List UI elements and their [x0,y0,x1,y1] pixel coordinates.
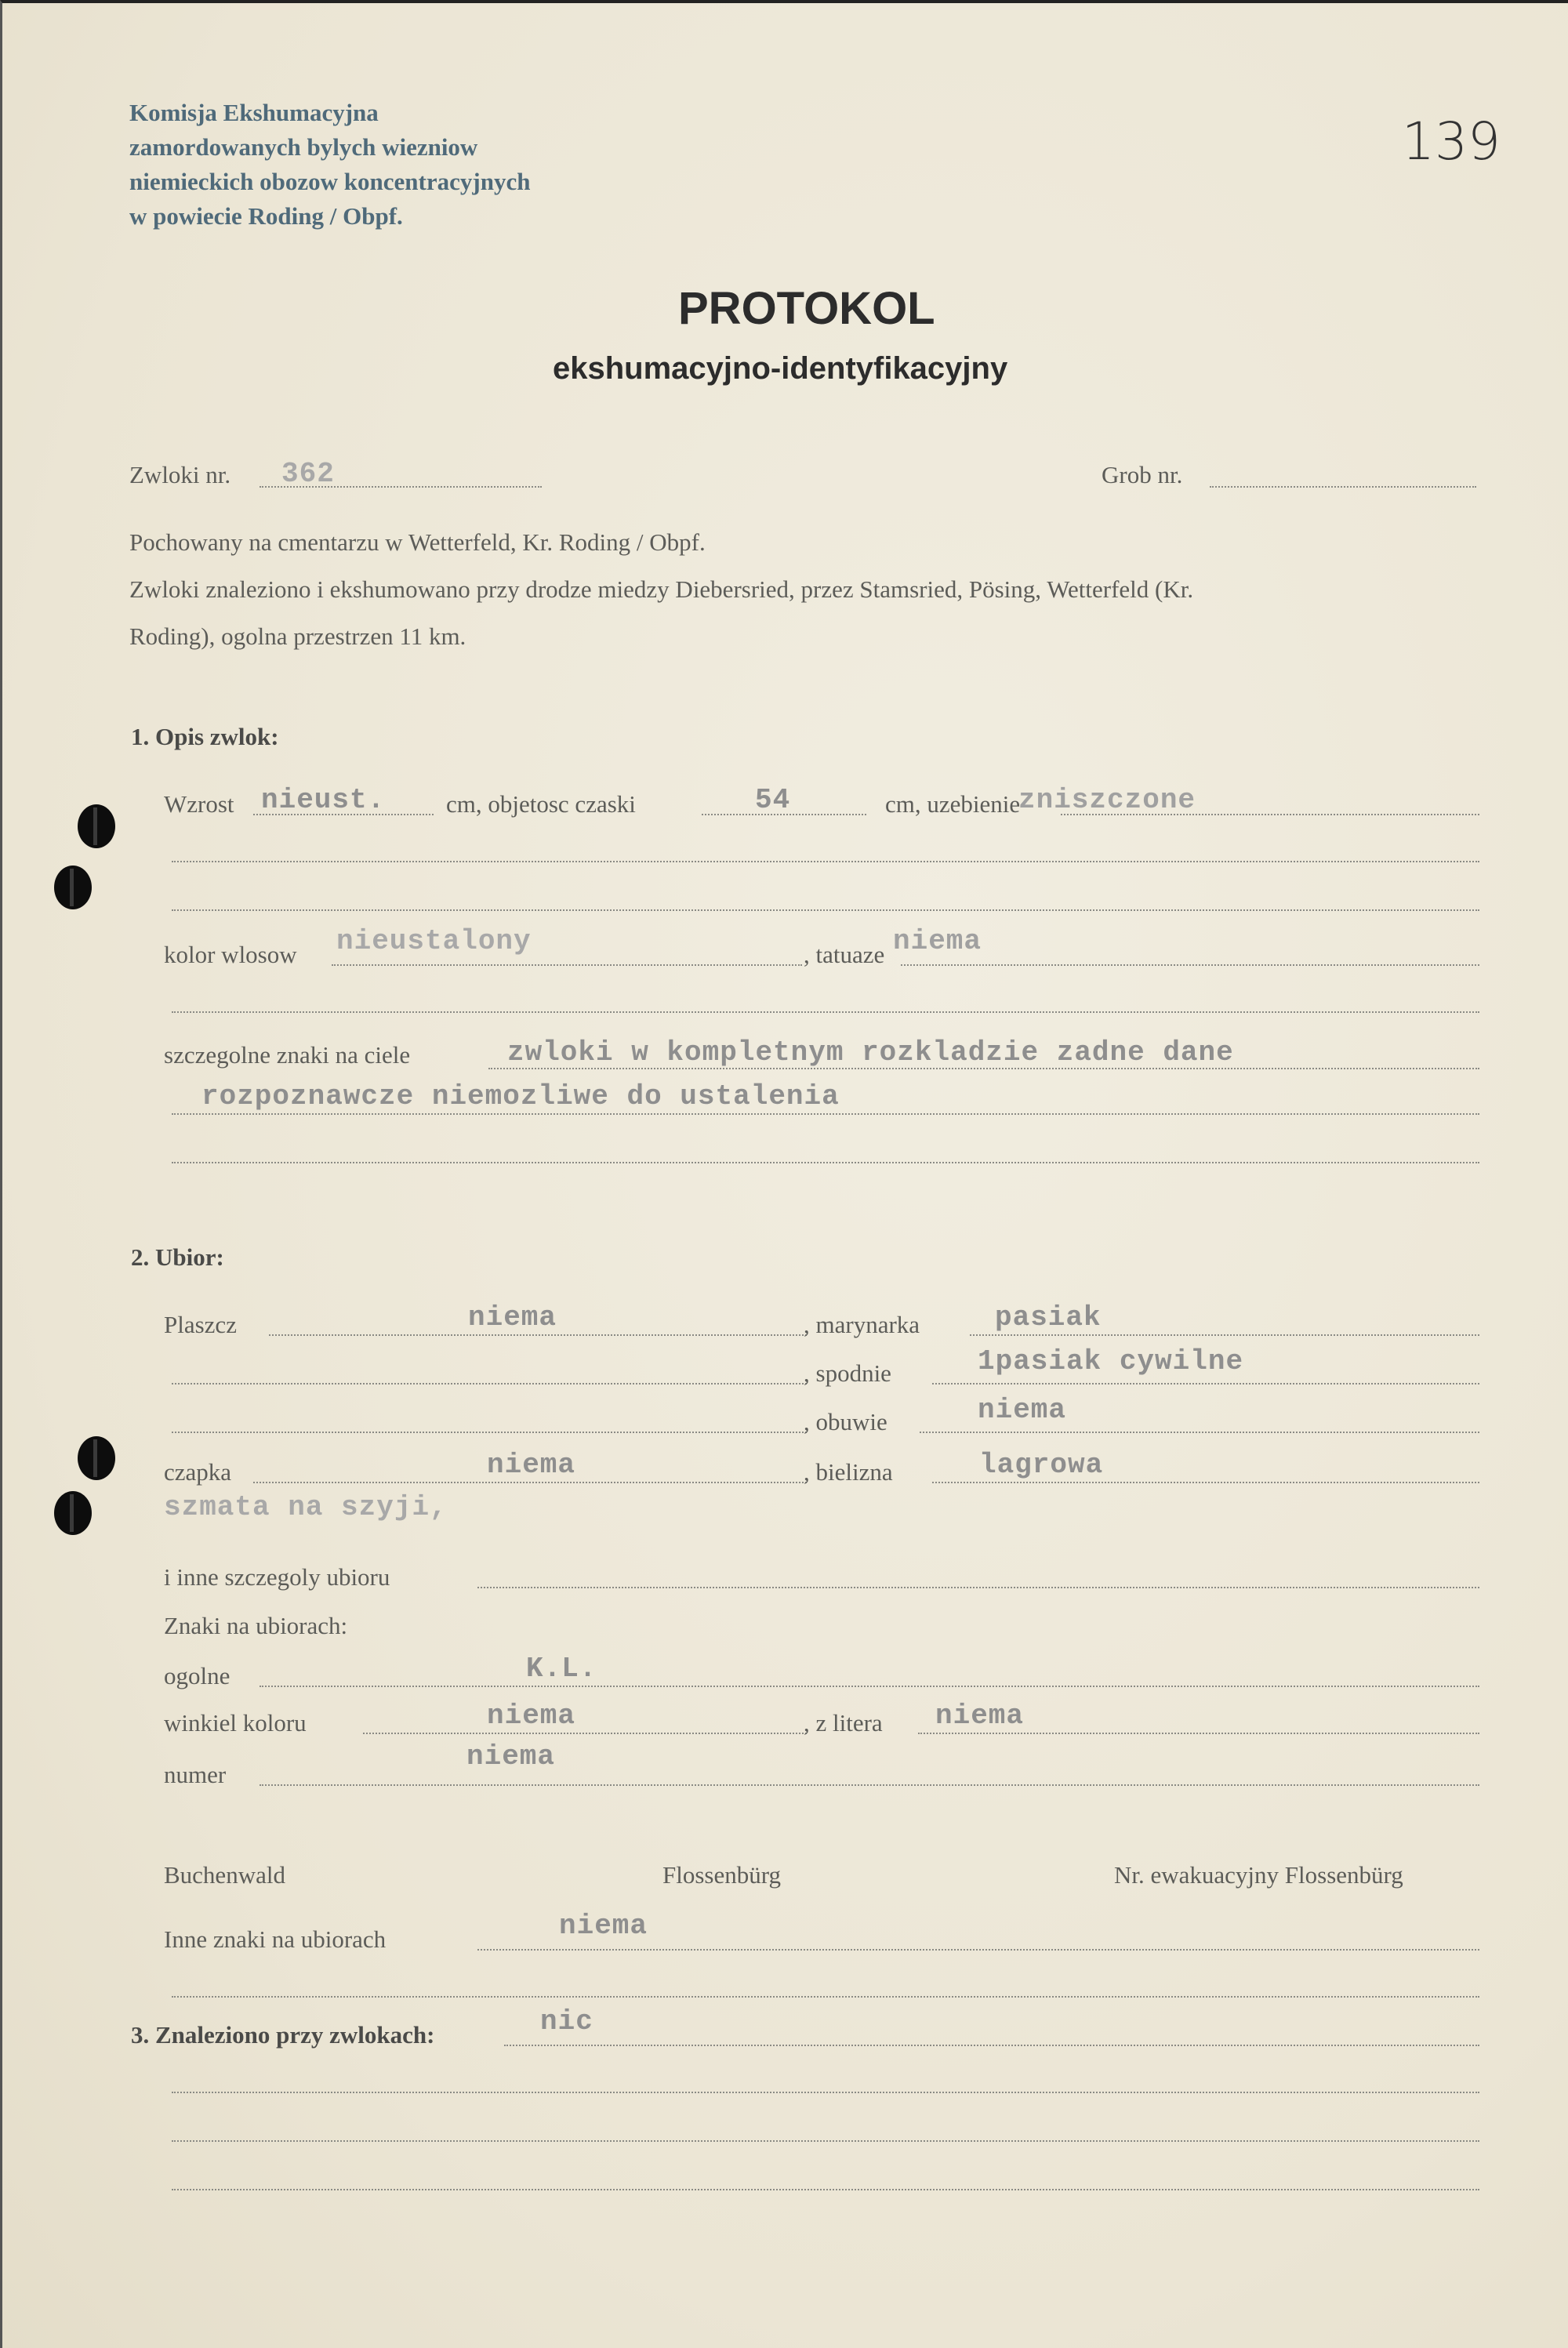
punch-hole [54,1491,92,1535]
header-commission [129,96,530,234]
ogolne-label: ogolne [164,1662,230,1689]
punch-hole [78,804,115,848]
znaki-na-ciele-label: szczegolne znaki na ciele [164,1041,411,1069]
plaszcz-value: niema [468,1301,557,1334]
ogolne-value: K.L. [526,1653,597,1685]
spodnie-value: 1pasiak cywilne [978,1345,1244,1377]
znaleziono-text-1: Zwloki znaleziono i ekshumowano przy drodze miedzy Diebersried, przez Stamsried, Pösing, Wetterfeld (Kr. [129,575,1194,603]
wzrost-value: nieust. [261,784,386,816]
header-line: niemieckich obozow koncentracyjnych [129,168,531,195]
section-3-heading: 3. Znaleziono przy zwlokach: [131,2021,435,2049]
marynarka-label: , marynarka [804,1311,920,1338]
plaszcz-label: Plaszcz [164,1311,237,1338]
tatuaze-label: , tatuaze [804,941,885,968]
znaki-na-ubiorach-heading: Znaki na ubiorach: [164,1612,348,1639]
marynarka-value: pasiak [995,1301,1102,1334]
inne-znaki-label: Inne znaki na ubiorach [164,1925,387,1953]
znaleziono-text-2: Roding), ogolna przestrzen 11 km. [129,622,466,650]
czapka-value: niema [487,1449,576,1481]
uzebienie-value: zniszczone [1018,784,1196,816]
wzrost-label: Wzrost [164,790,234,818]
section-1-heading: 1. Opis zwlok: [131,723,279,750]
punch-hole [54,866,92,909]
czaszka-value: 54 [755,784,791,816]
obuwie-value: niema [978,1394,1067,1426]
zwloki-label: Zwloki nr. [129,461,231,488]
z-litera-value: niema [935,1700,1025,1732]
znaki-na-ciele-value-1: zwloki w kompletnym rozkladzie zadne dane [507,1036,1234,1069]
tatuaze-value: niema [893,925,982,957]
pochowany-text: Pochowany na cmentarzu w Wetterfeld, Kr. Roding / Obpf. [129,528,706,556]
section-2-heading: 2. Ubior: [131,1243,224,1271]
inne-szczegoly-label: i inne szczegoly ubioru [164,1563,390,1591]
winkiel-value: niema [487,1700,576,1732]
kolor-wlosow-label: kolor wlosow [164,941,297,968]
flossenburg-label: Flossenbürg [662,1861,782,1889]
obuwie-label: , obuwie [804,1408,887,1435]
header-line: Komisja Ekshumacyjna [129,99,379,126]
page-number: 139 [1402,111,1501,172]
numer-value: niema [466,1740,556,1773]
czapka-label: czapka [164,1458,232,1486]
cm-uzebienie-label: cm, uzebienie [885,790,1021,818]
section-3-value: nic [540,2005,593,2038]
z-litera-label: , z litera [804,1709,883,1737]
znaki-na-ciele-value-2: rozpoznawcze niemozliwe do ustalenia [201,1080,840,1112]
header-line: zamordowanych bylych wiezniow [129,133,478,161]
inne-znaki-value: niema [559,1910,648,1942]
bielizna-label: , bielizna [804,1458,893,1486]
numer-label: numer [164,1761,227,1788]
ewakuacyjny-label: Nr. ewakuacyjny Flossenbürg [1114,1861,1403,1889]
header-line: w powiecie Roding / Obpf. [129,202,403,230]
punch-hole [78,1436,115,1480]
document-subtitle: ekshumacyjno-identyfikacyjny [553,351,1008,386]
buchenwald-label: Buchenwald [164,1861,285,1889]
czapka-extra-value: szmata na szyji, [164,1491,448,1523]
cm-objetosc-label: cm, objetosc czaski [446,790,636,818]
zwloki-value: 362 [281,458,335,490]
winkiel-label: winkiel koloru [164,1709,307,1737]
kolor-wlosow-value: nieustalony [336,925,532,957]
grob-label: Grob nr. [1102,461,1183,488]
document-title: PROTOKOL [678,283,935,334]
spodnie-label: , spodnie [804,1359,891,1387]
bielizna-value: lagrowa [979,1449,1104,1481]
